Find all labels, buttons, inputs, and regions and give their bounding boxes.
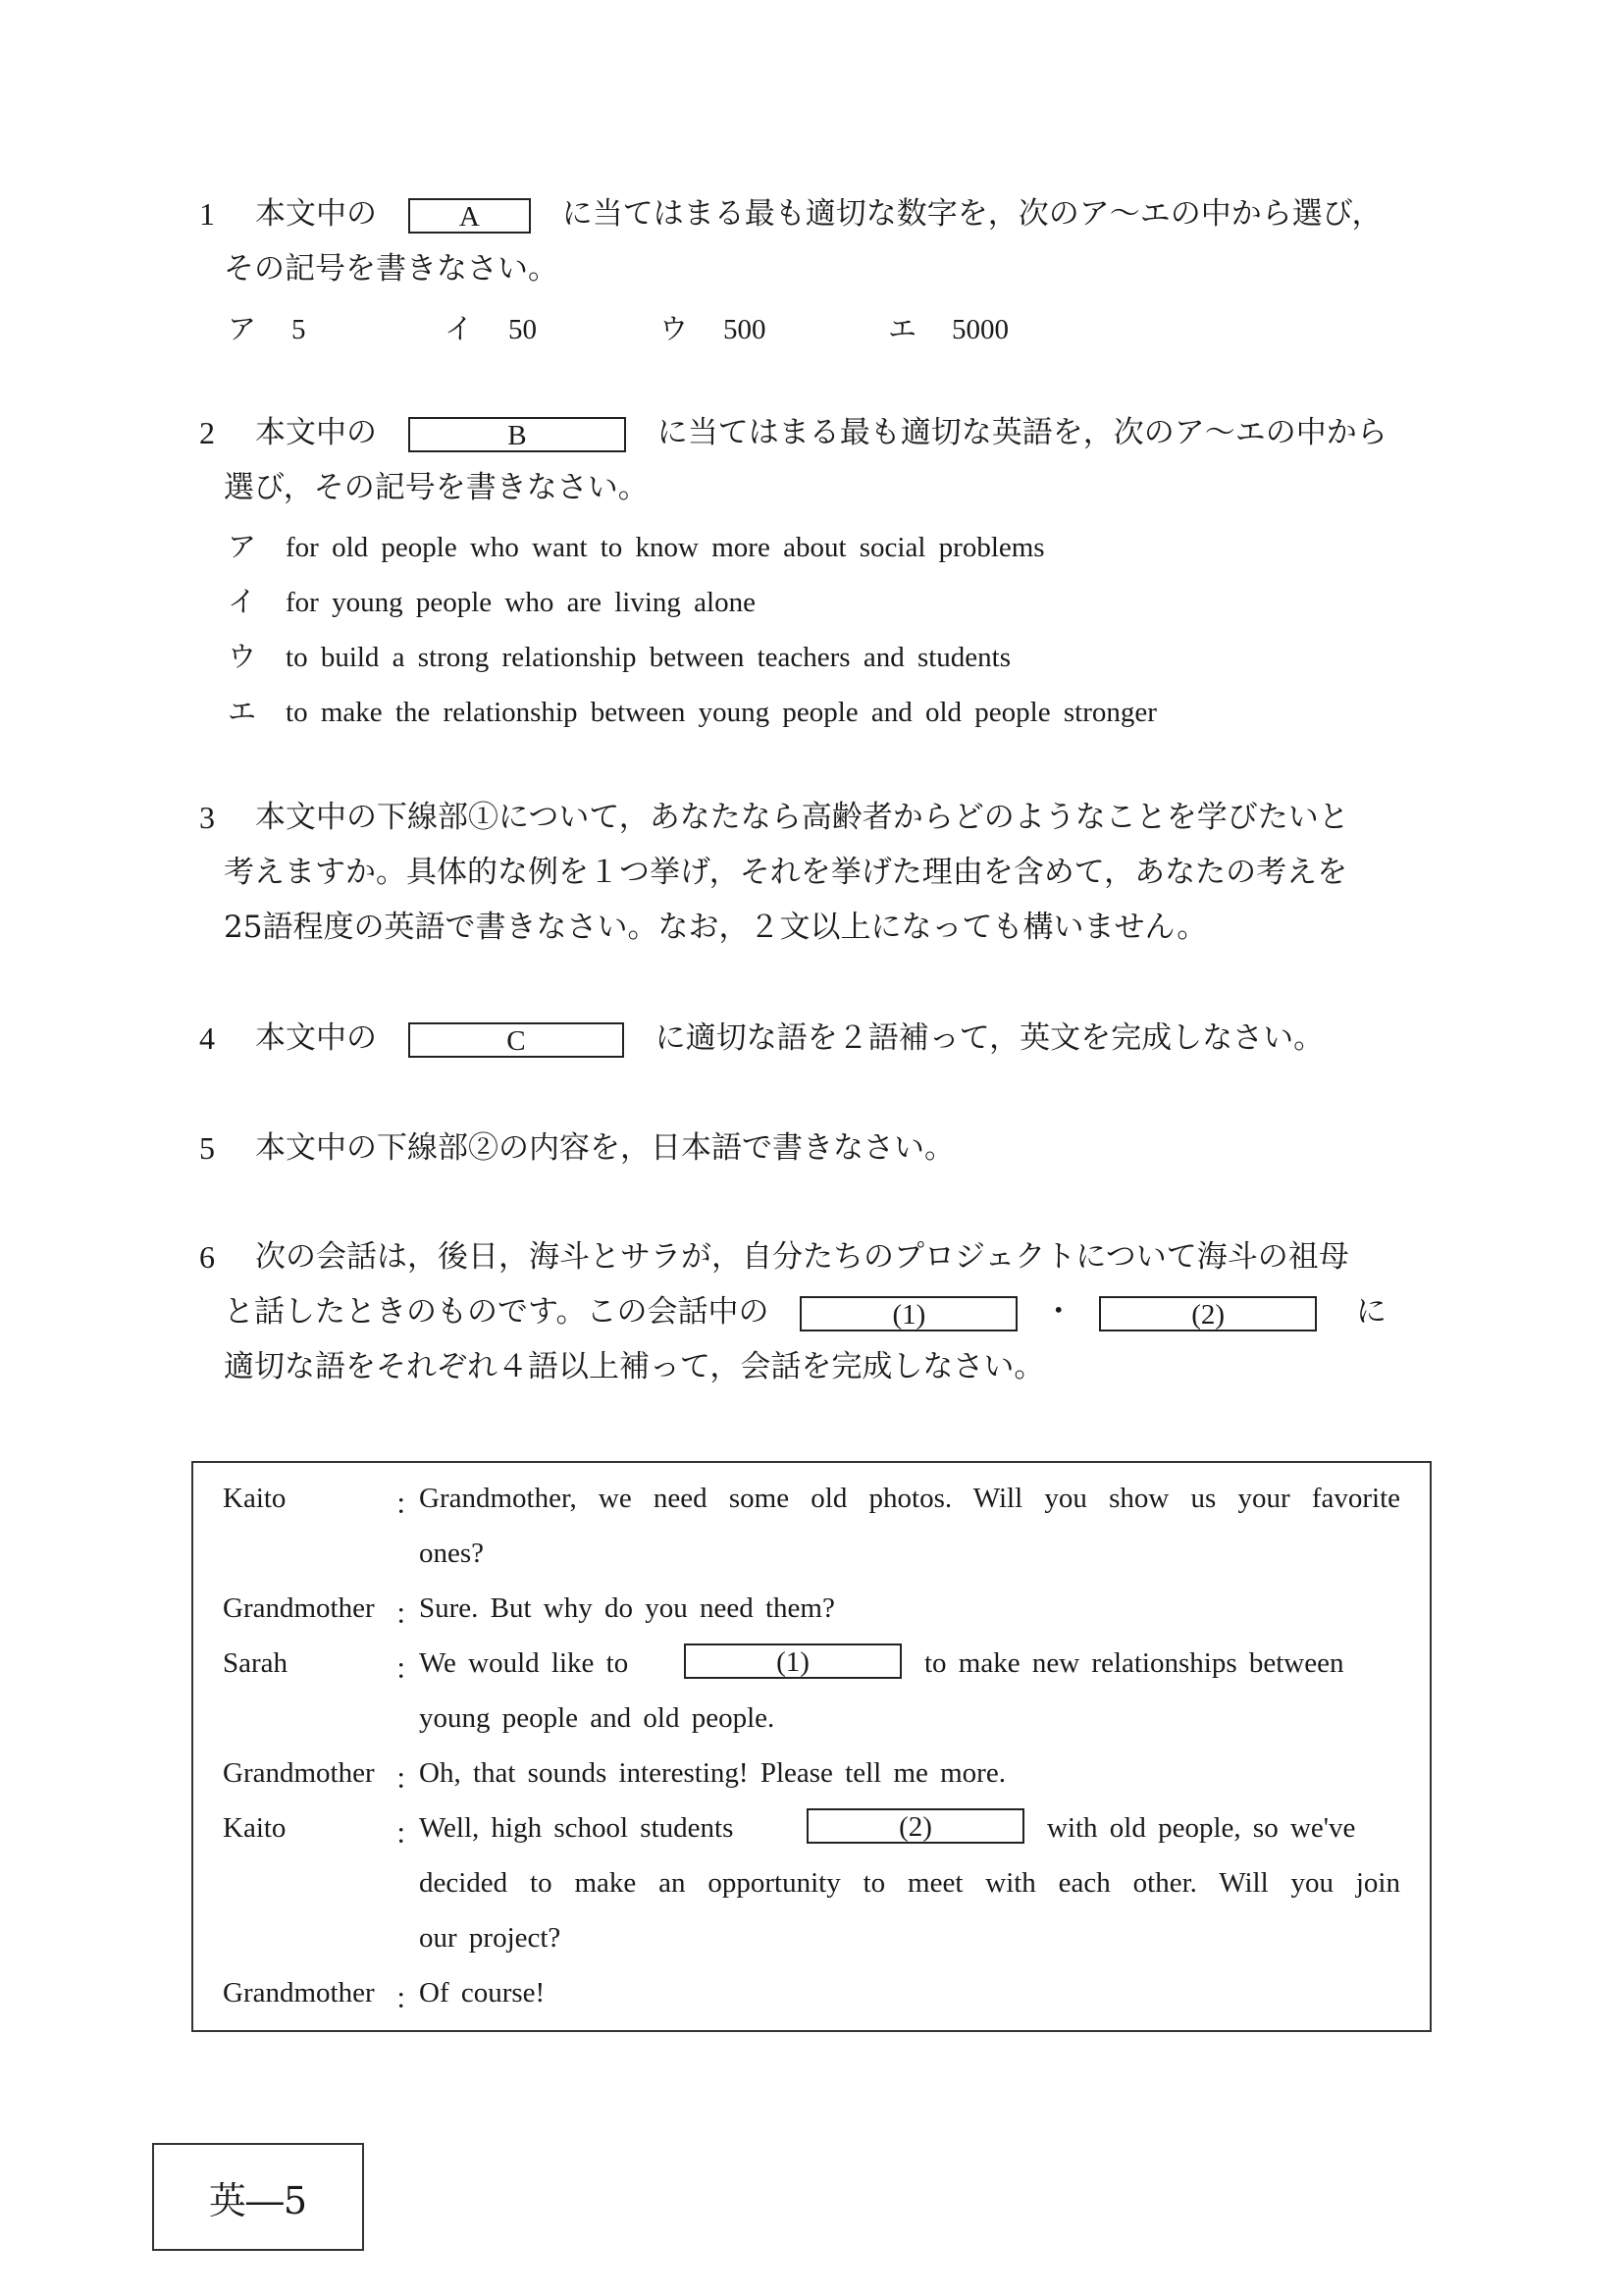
colon: ： [394,1489,424,1521]
dialogue-text: We would like to [419,1647,629,1679]
page-label-text: 英―5 [208,2178,308,2222]
question-text: に適切な語を２語補って，英文を完成しなさい。 [654,1020,1325,1056]
dialogue-text: our project? [419,1922,561,1954]
separator: ・ [1043,1294,1074,1330]
answer-blank-1: (1) [800,1296,1018,1331]
option-item: ウ to build a strong relationship between teachers and students [228,640,1012,673]
option-item: ア for old people who want to know more about social problems [228,530,1045,563]
question-2 [0,405,1623,523]
question-number: 3 [199,800,215,835]
dialogue-text: with old people, so we've [1047,1812,1356,1844]
question-6 [0,1229,1623,1406]
question-text: に当てはまる最も適切な英語を，次のア～エの中から [656,415,1387,450]
question-line [255,186,1382,242]
answer-blank-a: A [408,198,531,234]
speaker-name: Sarah [223,1647,288,1679]
question-number: 4 [199,1020,215,1056]
dialogue-box [191,1461,1432,2032]
dialogue-text: Sure. But why do you need them? [419,1592,835,1624]
option-item: エ to make the relationship between young people and old people stronger [228,695,1157,728]
colon: ： [394,1984,424,2015]
speaker-name: Kaito [223,1483,287,1514]
question-4 [0,1011,1623,1070]
dialogue-text: Of course! [419,1977,546,2009]
question-line: 選び，その記号を書きなさい。 [224,470,649,505]
speaker-name: Kaito [223,1812,287,1844]
colon: ： [394,1819,424,1851]
answer-blank-b: B [408,417,626,452]
question-line: 本文中の下線部①について，あなたなら高齢者からどのようなことを学びたいと [255,800,1349,835]
question-line: 25語程度の英語で書きなさい。なお，２文以上になっても構いません。 [224,910,1208,945]
answer-blank-c: C [408,1022,624,1058]
question-text: と話したときのものです。この会話中の [224,1294,769,1330]
speaker-name: Grandmother [223,1977,375,2009]
question-text: 本文中の [255,1020,377,1056]
answer-blank-1: (1) [684,1644,902,1679]
option-item: エ 5000 [888,312,1010,345]
answer-blank-2: (2) [1099,1296,1317,1331]
question-line: 次の会話は，後日，海斗とサラが，自分たちのプロジェクトについて海斗の祖母 [255,1239,1349,1275]
speaker-name: Grandmother [223,1592,375,1624]
dialogue-text: Oh, that sounds interesting! Please tell me more. [419,1757,1006,1789]
page-label [152,2143,364,2251]
question-line [255,405,1387,461]
question-line [224,1284,1387,1340]
dialogue-text: to make new relationships between [924,1647,1344,1679]
option-item: ア 5 [228,312,306,345]
question-line: 本文中の下線部②の内容を，日本語で書きなさい。 [255,1130,955,1166]
colon: ： [394,1764,424,1796]
dialogue-text: decided to make an opportunity to meet with each other. Will you join [419,1867,1400,1899]
question-line: 考えますか。具体的な例を１つ挙げ，それを挙げた理由を含めて，あなたの考えを [224,855,1348,890]
question-number: 5 [199,1130,215,1166]
dialogue-text: Well, high school students [419,1812,734,1844]
dialogue-text: ones? [419,1538,485,1569]
question-number: 2 [199,415,215,450]
option-item: イ 50 [445,312,538,345]
question-line: 適切な語をそれぞれ４語以上補って，会話を完成しなさい。 [224,1349,1045,1384]
question-text: 本文中の [255,415,377,450]
question-3 [0,790,1623,966]
speaker-name: Grandmother [223,1757,375,1789]
question-text: に当てはまる最も適切な数字を，次のア～エの中から選び， [561,196,1383,232]
question-5 [0,1121,1623,1179]
question-line: その記号を書きなさい。 [224,251,558,287]
dialogue-text: Grandmother, we need some old photos. Will you show us your favorite [419,1483,1400,1514]
colon: ： [394,1654,424,1686]
question-text: に [1355,1294,1387,1330]
question-number: 6 [199,1239,215,1275]
question-text: 本文中の [255,196,377,232]
option-item: イ for young people who are living alone [228,585,756,618]
question-number: 1 [199,196,215,232]
option-item: ウ 500 [659,312,766,345]
answer-blank-2: (2) [807,1808,1024,1844]
dialogue-text: young people and old people. [419,1702,775,1734]
colon: ： [394,1599,424,1631]
question-line [255,1011,1324,1067]
